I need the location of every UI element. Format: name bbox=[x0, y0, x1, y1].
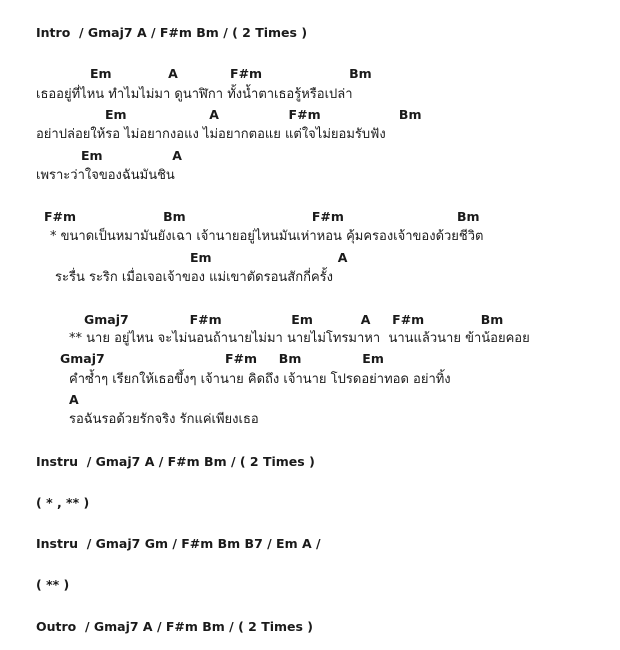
chorus-lyric-3: รอฉันรอด้วยรักจริง รักแค่เพียงเธอ bbox=[69, 412, 259, 427]
chorus-lyric-2: คำซ้ำๆ เรียกให้เธอขึ้งๆ เจ้านาย คิดถึง เจ้านาย โปรดอย่าทอด อย่าทิ้ง bbox=[69, 372, 451, 387]
prechorus-chords-1: F#m Bm F#m Bm bbox=[44, 209, 480, 224]
chorus-chords-1: Gmaj7 F#m Em A F#m Bm bbox=[84, 312, 504, 327]
repeat-line-1: ( * , ** ) bbox=[36, 495, 90, 510]
instru-line-2: Instru / Gmaj7 Gm / F#m Bm B7 / Em A / bbox=[36, 536, 321, 551]
repeat-line-2: ( ** ) bbox=[36, 577, 70, 592]
verse-lyric-3: เพราะว่าใจของฉันมันชิน bbox=[36, 168, 175, 183]
chorus-chords-2: Gmaj7 bbox=[60, 351, 105, 366]
verse-chords-1: Em A F#m Bm bbox=[90, 66, 372, 81]
outro-line: Outro / Gmaj7 A / F#m Bm / ( 2 Times ) bbox=[36, 619, 314, 634]
prechorus-lyric-2: ระรื่น ระริก เมื่อเจอเจ้าของ แม่เขาตัดรอนสักกี่ครั้ง bbox=[55, 270, 333, 285]
verse-chords-3: Em A bbox=[81, 148, 182, 163]
verse-chords-2: Em A F#m Bm bbox=[105, 107, 422, 122]
prechorus-lyric-1: * ขนาดเป็นหมามันยังเฉา เจ้านายอยู่ไหนมันเห่าหอน คุ้มครองเจ้าของด้วยชีวิต bbox=[50, 229, 484, 244]
prechorus-chords-2: Em A bbox=[190, 250, 348, 265]
intro-line: Intro / Gmaj7 A / F#m Bm / ( 2 Times ) bbox=[36, 25, 308, 40]
chorus-chords-4: A bbox=[69, 392, 79, 407]
chorus-lyric-1: ** นาย อยู่ไหน จะไม่นอนถ้านายไม่มา นายไม่โทรมาหา นานแล้วนาย ข้าน้อยคอย bbox=[69, 331, 530, 346]
chorus-chords-3: F#m Bm Em bbox=[225, 351, 384, 366]
verse-lyric-1: เธออยู่ที่ไหน ทำไมไม่มา ดูนาฬิกา ทั้งน้ำตาเธอรู้หรือเปล่า bbox=[36, 87, 353, 102]
instru-line-1: Instru / Gmaj7 A / F#m Bm / ( 2 Times ) bbox=[36, 454, 315, 469]
verse-lyric-2: อย่าปล่อยให้รอ ไม่อยากงอแง ไม่อยากตอแย แต่ใจไม่ยอมรับฟัง bbox=[36, 127, 386, 142]
